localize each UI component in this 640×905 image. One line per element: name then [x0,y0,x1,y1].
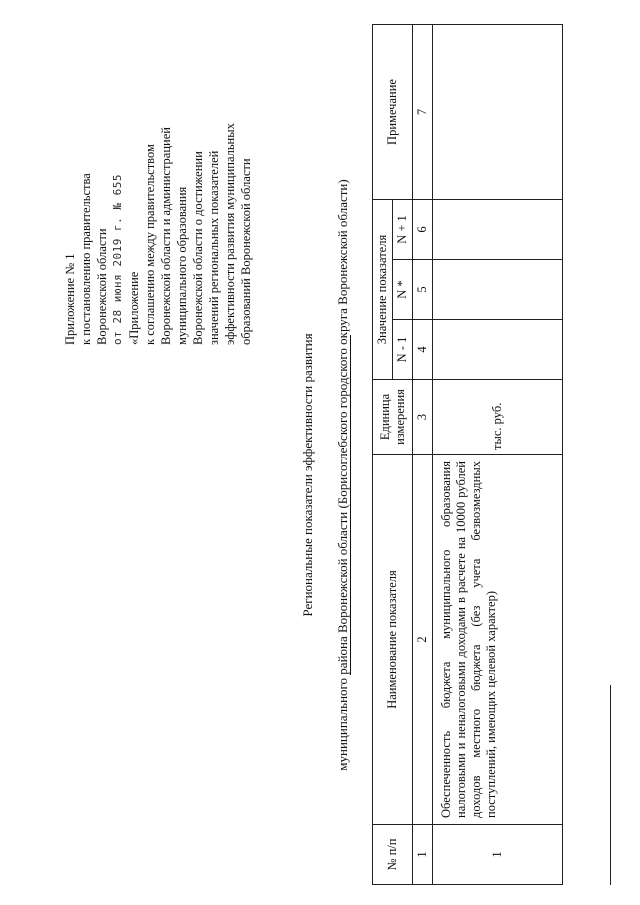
column-number: 2 [413,455,433,825]
header-n-star: N * [393,260,413,320]
subtitle-underline [350,335,351,675]
header-num: № п/п [373,825,413,885]
column-number: 5 [413,260,433,320]
header-name: Наименование показателя [373,455,413,825]
footer-rule [610,685,611,885]
row-value-n-minus [433,320,563,380]
header-note: Примечание [373,24,413,199]
table-row [433,24,563,884]
document-subtitle: муниципального района Воронежской области (Борисоглебского городского округа Воронежской области) [335,179,350,771]
indicators-table [372,24,563,885]
row-indicator-name: Обеспеченность бюджета муниципального образования налоговыми и неналоговыми доходами в расчете на 10000 рублей доходов местного бюджета (без учета безвозмездных поступлений, имеющих целевой характер) [433,455,563,825]
column-number: 3 [413,380,433,455]
appendix-line: Приложение № 1 [63,253,77,345]
column-number: 1 [413,825,433,885]
column-number: 6 [413,199,433,259]
appendix-line: муниципального образования [175,186,189,345]
table-header-row [373,24,393,884]
header-n-minus: N - 1 [393,320,413,380]
appendix-line: Воронежской области и администрацией [159,127,173,345]
appendix-date-line: от 28 июня 2019 г. № 655 [111,174,124,345]
header-value-group: Значение показателя [373,199,393,379]
row-num: 1 [433,825,563,885]
appendix-block [62,25,254,345]
appendix-line: образований Воронежской области [239,158,253,345]
row-value-n-star [433,260,563,320]
header-n-plus: N + 1 [393,199,413,259]
appendix-line: Воронежской области о достижении [191,151,205,345]
row-note [433,24,563,199]
appendix-line: Воронежской области [95,228,109,345]
document-title: Региональные показатели эффективности развития [300,333,315,617]
appendix-line: к соглашению между правительством [143,144,157,345]
row-unit: тыс. руб. [433,380,563,455]
column-number: 7 [413,24,433,199]
appendix-line: значений региональных показателей [207,150,221,345]
row-value-n-plus [433,199,563,259]
header-unit: Единица измерения [373,380,413,455]
appendix-line: «Приложение [127,271,141,345]
column-number: 4 [413,320,433,380]
appendix-line: эффективности развития муниципальных [223,123,237,345]
appendix-line: к постановлению правительства [79,173,93,345]
table-column-number-row [413,24,433,884]
